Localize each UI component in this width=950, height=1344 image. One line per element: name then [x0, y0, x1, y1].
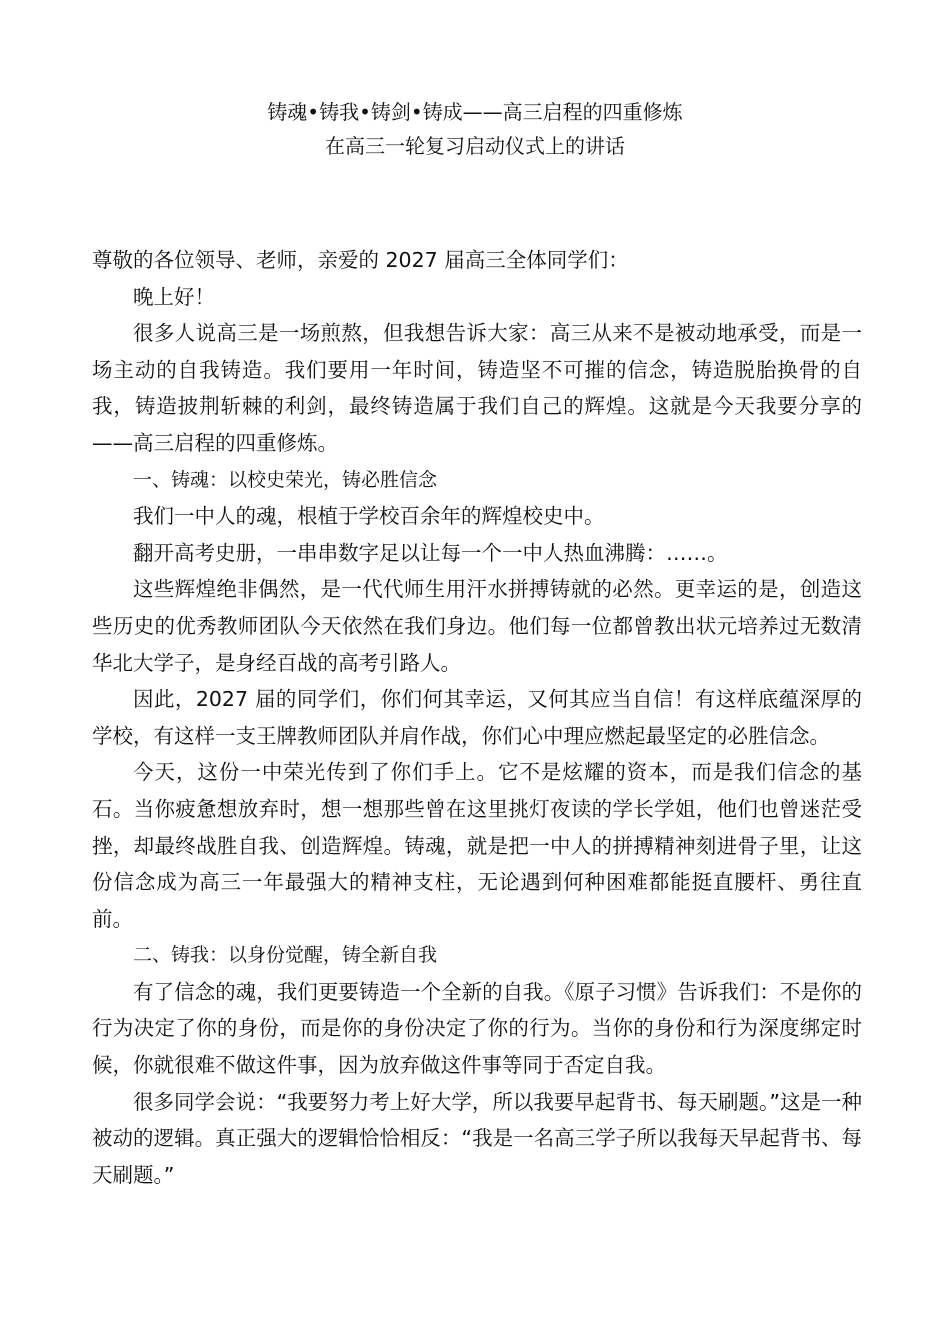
greeting: 晚上好！: [133, 284, 215, 309]
section2-paragraph: 很多同学会说：“我要努力考上好大学，所以我要早起背书、每天刷题。”这是一种被动的逻辑。真正强大的逻辑恰恰相反：“我是一名高三学子所以我每天早起背书、每天刷题。”: [92, 1089, 862, 1187]
document-subtitle: 在高三一轮复习启动仪式上的讲话: [325, 134, 625, 158]
section2-paragraph: 有了信念的魂，我们更要铸造一个全新的自我。《原子习惯》告诉我们：不是你的行为决定了你的身份，而是你的身份决定了你的行为。当你的身份和行为深度绑定时候，你就很难不做这件事，因为放弃做这件事等同于否定自我。: [92, 979, 862, 1078]
section-heading-2: 二、铸我：以身份觉醒，铸全新自我: [133, 944, 438, 967]
section1-paragraph: 这些辉煌绝非偶然，是一代代师生用汗水拼搏铸就的必然。更幸运的是，创造这些历史的优秀教师团队今天依然在我们身边。他们每一位都曾教出状元培养过无数清华北大学子，是身经百战的高考引路人。: [92, 577, 862, 675]
section1-paragraph: 今天，这份一中荣光传到了你们手上。它不是炫耀的资本，而是我们信念的基石。当你疲惫想放弃时，想一想那些曾在这里挑灯夜读的学长学姐，他们也曾迷茫受挫，却最终战胜自我、创造辉煌。铸魂，就是把一中人的拼搏精神刻进骨子里，让这份信念成为高三一年最强大的精神支柱，无论遇到何种困难都能挺直腰杆、勇往直前。: [92, 760, 862, 931]
section1-paragraph: 我们一中人的魂，根植于学校百余年的辉煌校史中。: [133, 504, 605, 529]
intro-paragraph: 很多人说高三是一场煎熬，但我想告诉大家：高三从来不是被动地承受，而是一场主动的自我铸造。我们要用一年时间，铸造坚不可摧的信念，铸造脱胎换骨的自我，铸造披荆斩棘的利剑，最终铸造属于我们自己的辉煌。这就是今天我要分享的——高三启程的四重修炼。: [92, 321, 862, 455]
title-block: [0, 95, 950, 163]
section1-paragraph: 因此，2027 届的同学们，你们何其幸运，又何其应当自信！有这样底蕴深厚的学校，有这样一支王牌教师团队并肩作战，你们心中理应燃起最坚定的必胜信念。: [92, 687, 862, 748]
document-title: 铸魂•铸我•铸剑•铸成——高三启程的四重修炼: [267, 100, 683, 124]
section-heading-1: 一、铸魂：以校史荣光，铸必胜信念: [133, 468, 438, 491]
section1-paragraph: 翻开高考史册，一串串数字足以让每一个一中人热血沸腾：……。: [133, 540, 728, 565]
speech-body: [92, 242, 862, 1193]
salutation: 尊敬的各位领导、老师，亲爱的 2027 届高三全体同学们：: [92, 248, 629, 272]
